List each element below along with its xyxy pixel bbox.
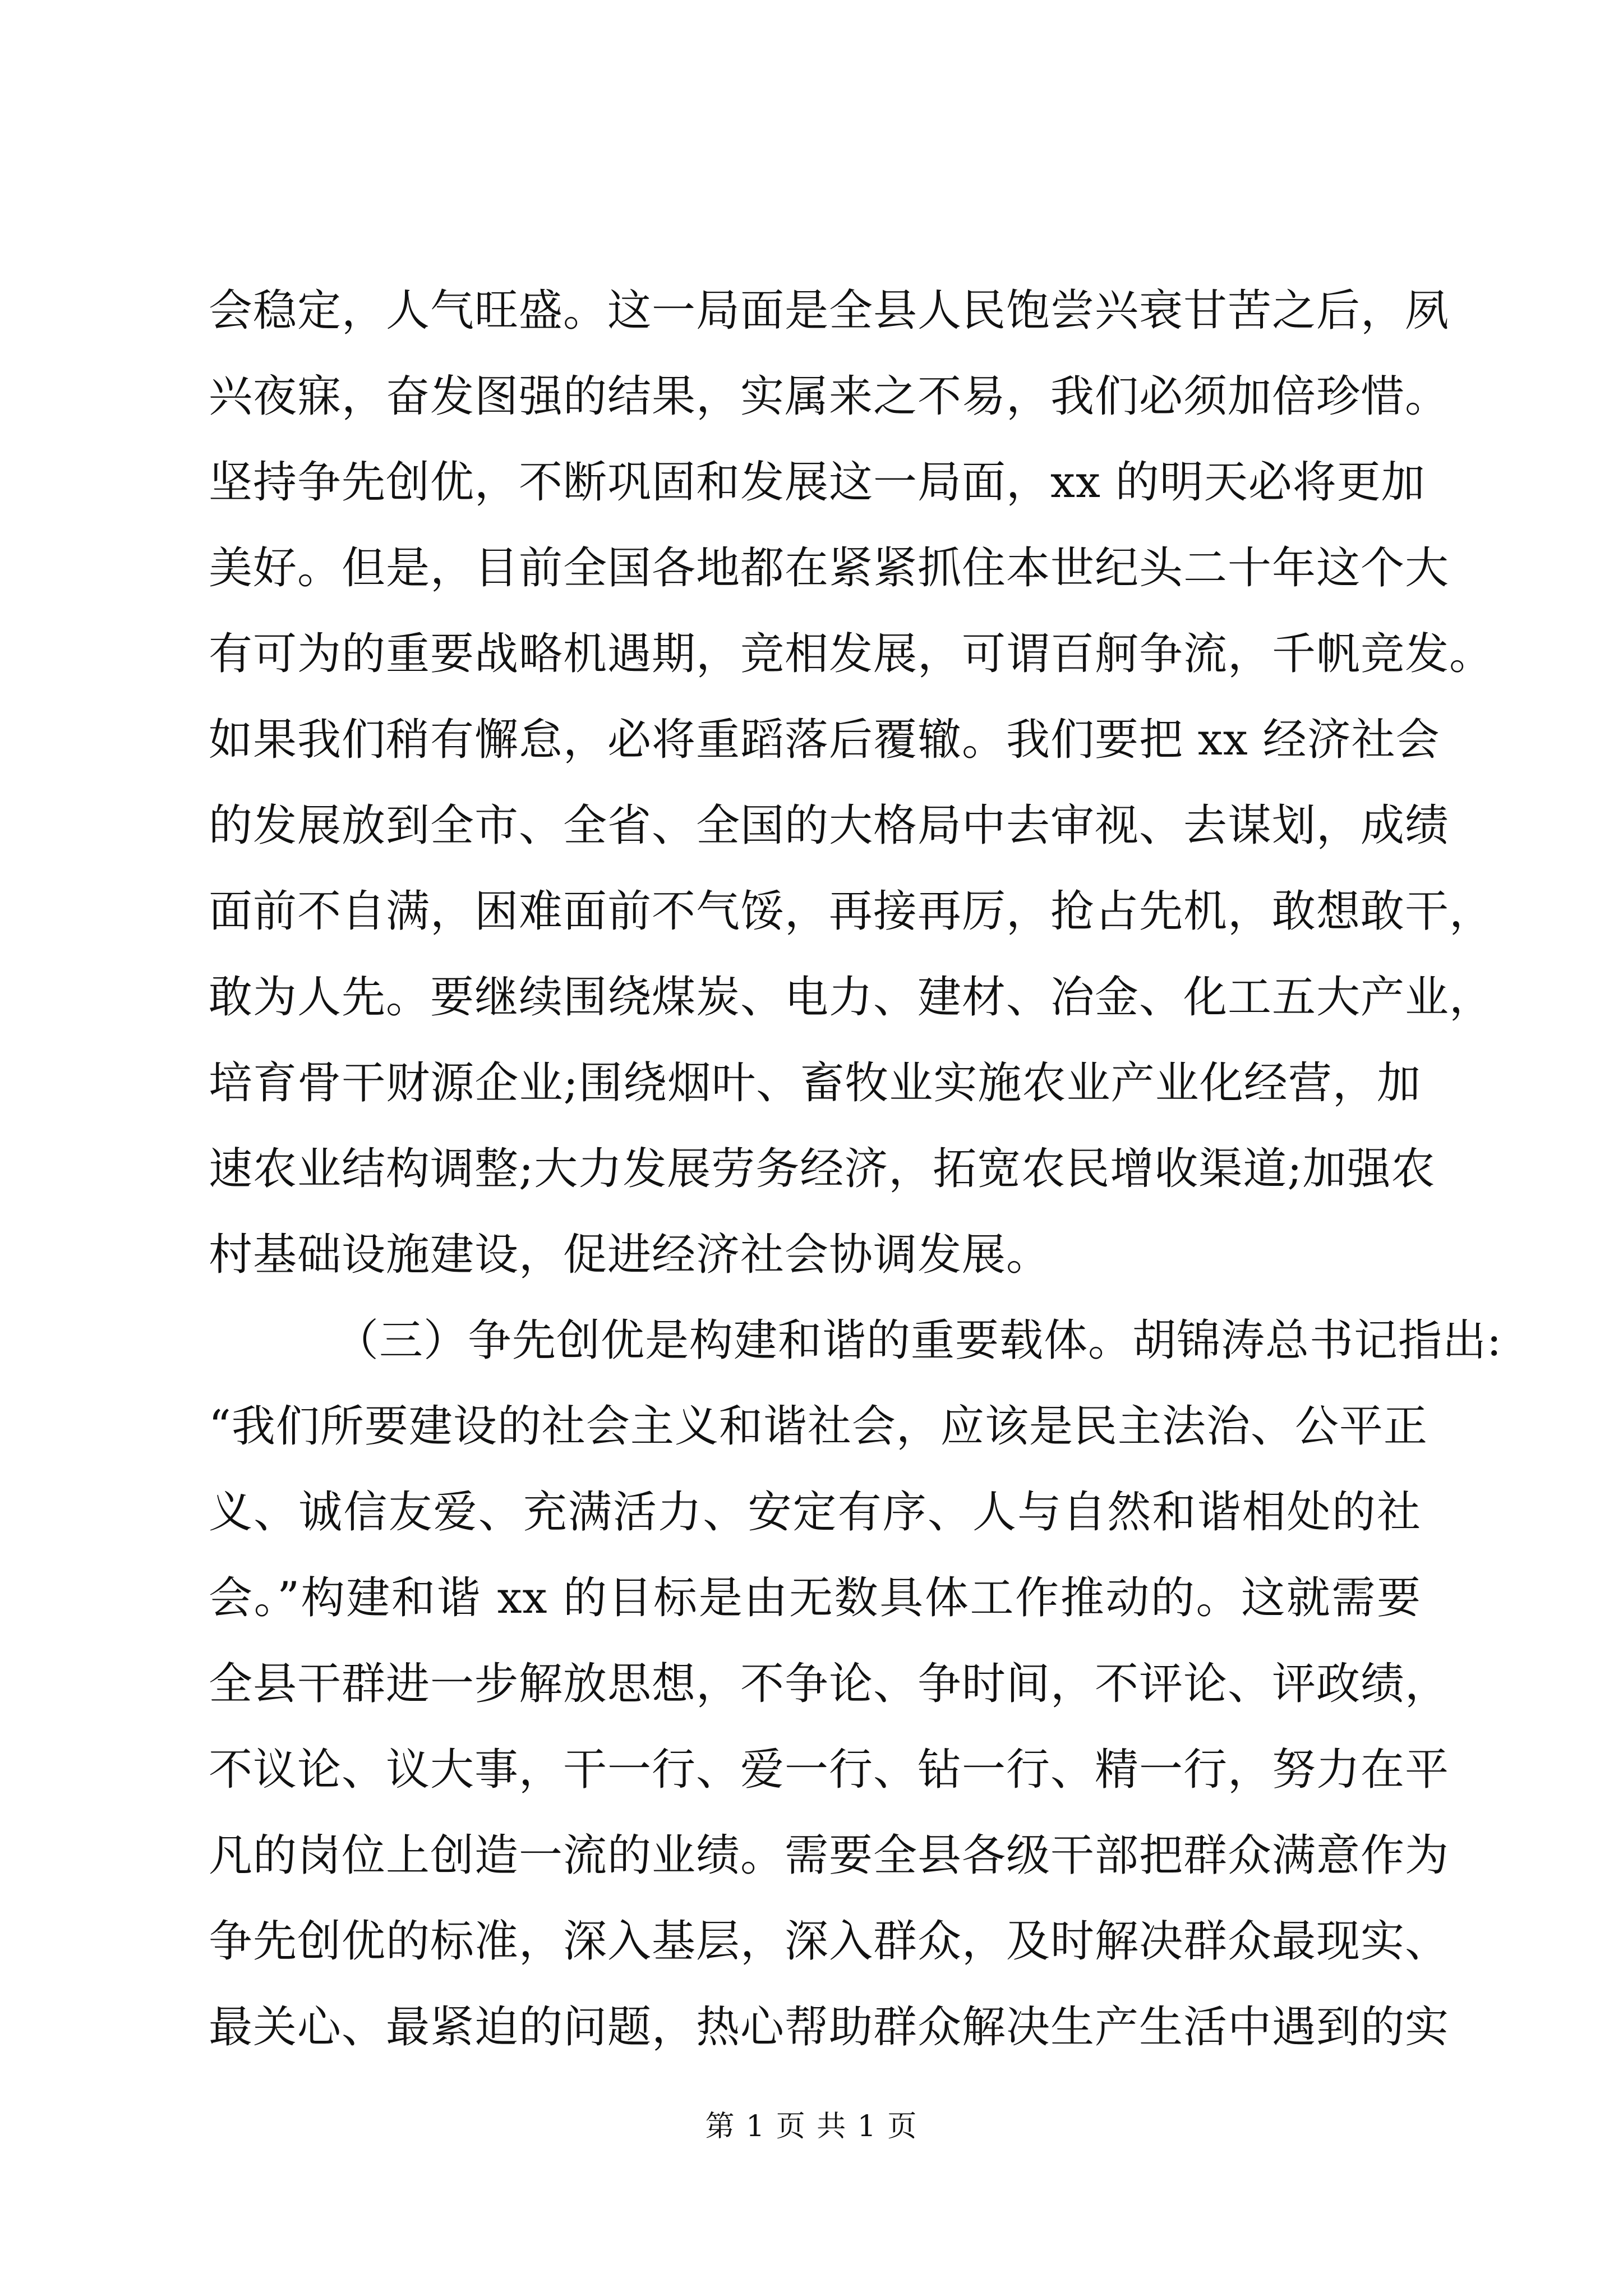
document-body — [209, 268, 1502, 2070]
text-line: 的发展放到全市、全省、全国的大格局中去审视、去谋划，成绩 — [209, 800, 1450, 851]
text-line: 坚持争先创优，不断巩固和发展这一局面，xx 的明天必将更加 — [209, 457, 1426, 508]
text-line: 如果我们稍有懈怠，必将重蹈落后覆辙。我们要把 xx 经济社会 — [209, 715, 1440, 765]
text-line: 速农业结构调整;大力发展劳务经济，拓宽农民增收渠道;加强农 — [209, 1144, 1436, 1194]
text-line: 兴夜寐，奋发图强的结果，实属来之不易，我们必须加倍珍惜。 — [209, 371, 1450, 422]
text-line: 义、诚信友爱、充满活力、安定有序、人与自然和谐相处的社 — [209, 1487, 1421, 1538]
text-line: 全县干群进一步解放思想，不争论、争时间，不评论、评政绩， — [209, 1659, 1450, 1709]
paragraph-end-line: 村基础设施建设，促进经济社会协调发展。 — [209, 1230, 1051, 1280]
text-line: 美好。但是，目前全国各地都在紧紧抓住本世纪头二十年这个大 — [209, 543, 1450, 593]
text-line: 争先创优的标准，深入基层，深入群众，及时解决群众最现实、 — [209, 1916, 1450, 1967]
text-line: 不议论、议大事，干一行、爱一行、钻一行、精一行，努力在平 — [209, 1745, 1450, 1795]
page-number-footer: 第 1 页 共 1 页 — [705, 2110, 918, 2143]
text-line: 敢为人先。要继续围绕煤炭、电力、建材、冶金、化工五大产业， — [209, 972, 1494, 1023]
section-heading-line: （三）争先创优是构建和谐的重要载体。胡锦涛总书记指出: — [335, 1315, 1502, 1366]
text-line: 最关心、最紧迫的问题，热心帮助群众解决生产生活中遇到的实 — [209, 2002, 1450, 2053]
text-line: 有可为的重要战略机遇期，竞相发展，可谓百舸争流，千帆竞发。 — [209, 629, 1494, 679]
text-line: 培育骨干财源企业;围绕烟叶、畜牧业实施农业产业化经营，加 — [209, 1058, 1421, 1108]
text-line: 会稳定，人气旺盛。这一局面是全县人民饱尝兴衰甘苦之后，夙 — [209, 286, 1450, 336]
text-line: 凡的岗位上创造一流的业绩。需要全县各级干部把群众满意作为 — [209, 1830, 1450, 1881]
text-line: 会。”构建和谐 xx 的目标是由无数具体工作推动的。这就需要 — [209, 1573, 1421, 1623]
text-line: “我们所要建设的社会主义和谐社会，应该是民主法治、公平正 — [209, 1401, 1428, 1452]
text-line: 面前不自满，困难面前不气馁，再接再厉，抢占先机，敢想敢干， — [209, 886, 1494, 937]
